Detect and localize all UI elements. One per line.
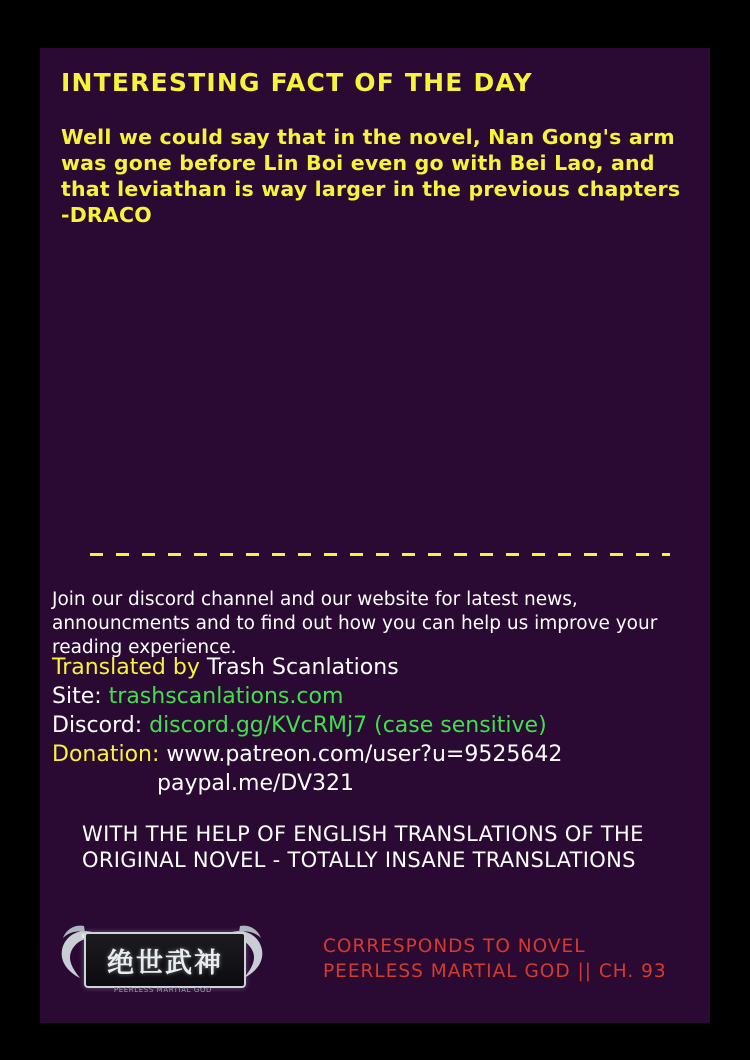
translation-help-text: WITH THE HELP OF ENGLISH TRANSLATIONS OF THE ORIGINAL NOVEL - TOTALLY INSANE TRANSLATIONS [82,822,644,872]
paypal-link[interactable]: paypal.me/DV321 [157,771,354,796]
corresponds-to-novel [323,934,693,984]
fact-of-the-day-body: Well we could say that in the novel, Nan Gong's arm was gone before Lin Boi even go with Bei Lao, and that leviathan is way larger in the previous chapters -DRACO [61,125,681,227]
discord-link[interactable]: discord.gg/KVcRMj7 (case sensitive) [149,713,547,738]
discord-label: Discord: [52,713,143,738]
dashed-divider [90,553,670,556]
site-label: Site: [52,684,102,709]
credits-line-translated [52,653,702,682]
logo-title-cn: 绝世武神 [107,947,223,979]
corresponds-line-2: PEERLESS MARTIAL GOD || CH. 93 [323,961,667,982]
series-logo [62,920,262,1015]
credits-block [52,653,702,798]
credits-panel [40,48,710,1023]
translated-by-label: Translated by [52,655,200,680]
site-link[interactable]: trashscanlations.com [108,684,344,709]
donation-label: Donation: [52,742,160,767]
logo-subtitle: PEERLESS MARTIAL GOD [113,986,213,994]
patreon-link[interactable]: www.patreon.com/user?u=9525642 [166,742,563,767]
credits-line-discord [52,711,702,740]
credits-line-site [52,682,702,711]
credits-line-paypal [52,769,702,798]
translated-by-value: Trash Scanlations [206,655,399,680]
credits-line-donation [52,740,702,769]
fact-of-the-day-title: INTERESTING FACT OF THE DAY [61,68,533,97]
join-invitation-text: Join our discord channel and our website for latest news, announcments and to find out how you can help us improve your reading experience. [52,589,658,658]
logo-plate [84,932,246,988]
corresponds-line-1: CORRESPONDS TO NOVEL [323,936,586,957]
